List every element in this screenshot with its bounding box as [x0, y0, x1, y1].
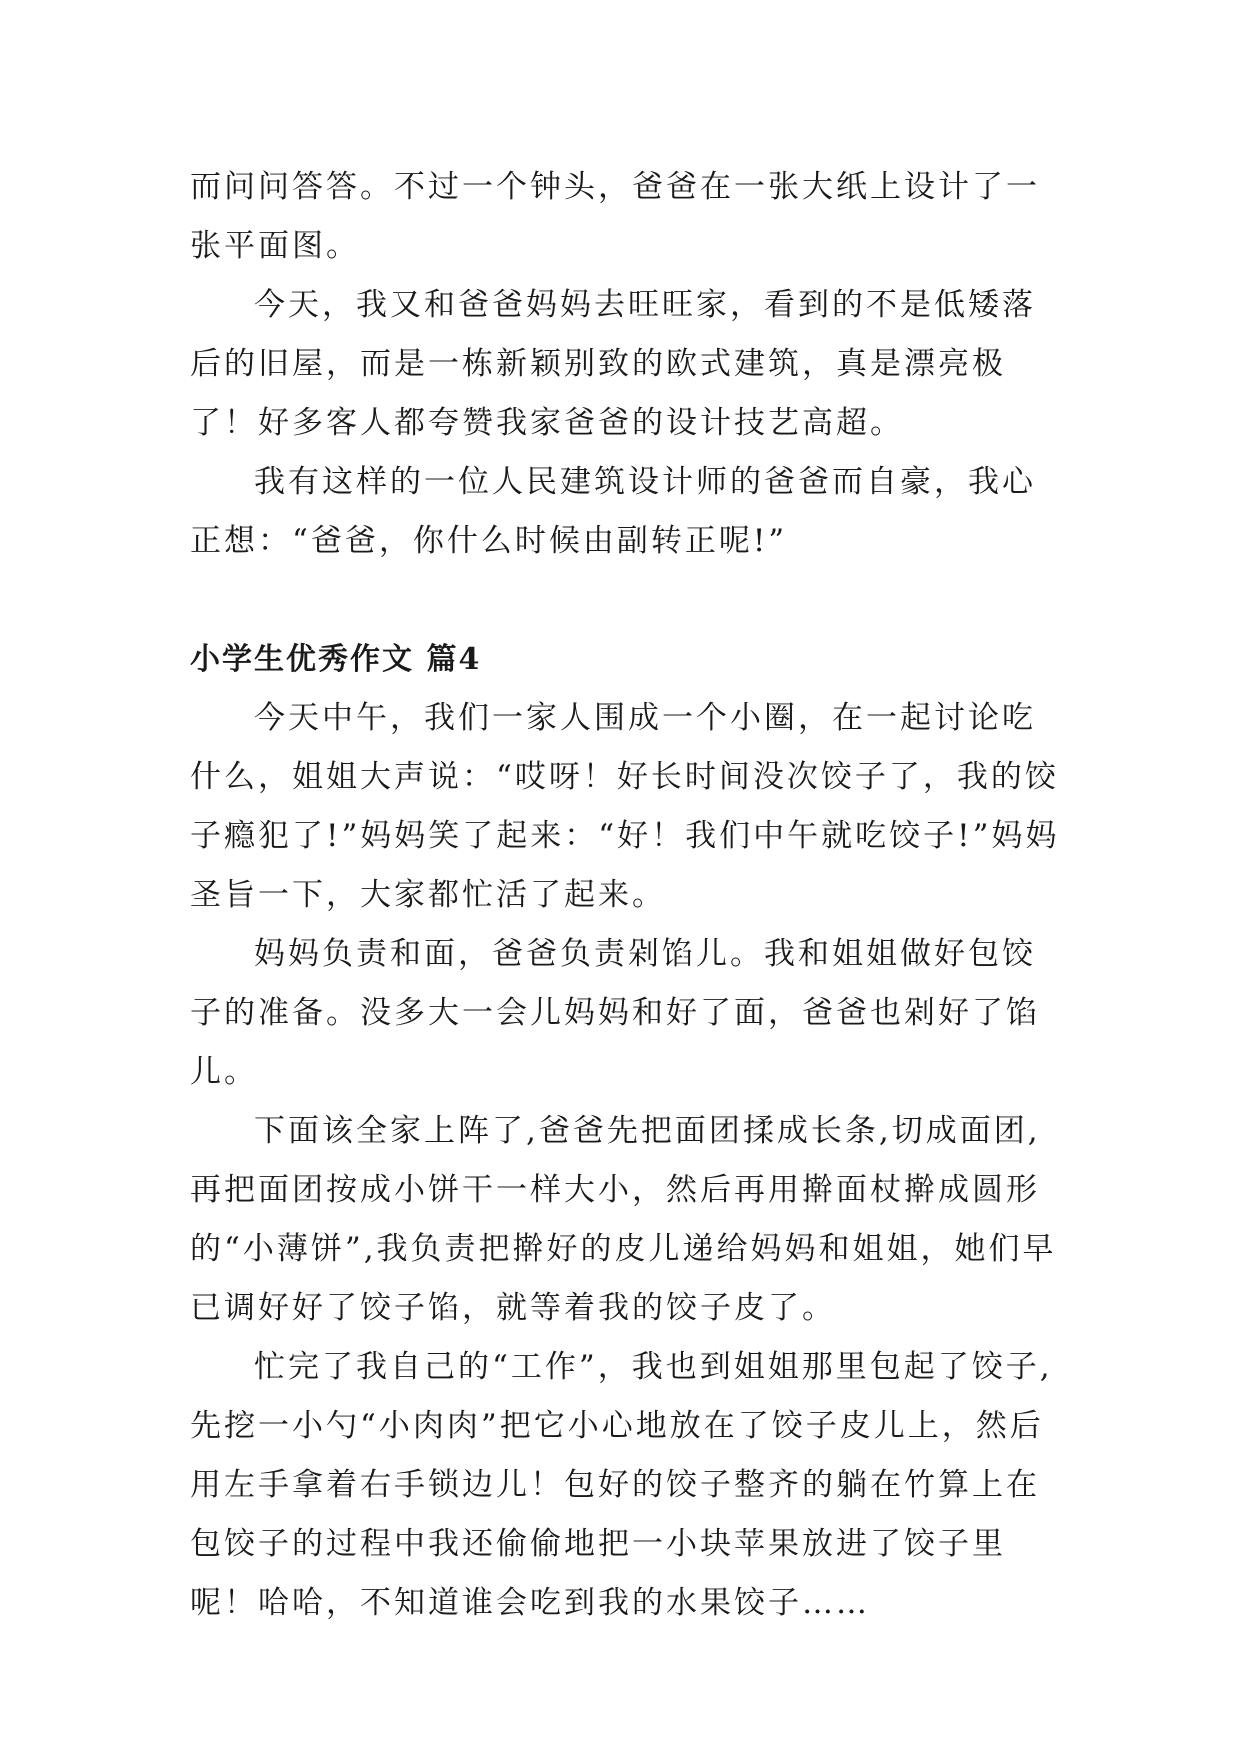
paragraph-5: 妈妈负责和面，爸爸负责剁馅儿。我和姐姐做好包饺子的准备。没多大一会儿妈妈和好了面，爸爸也剁好了馅儿。: [190, 936, 1040, 1090]
paragraph-6: 下面该全家上阵了,爸爸先把面团揉成长条,切成面团,再把面团按成小饼干一样大小，然后再用擀面杖擀成圆形的“小薄饼”,我负责把擀好的皮儿递给妈妈和姐姐，她们早已调好好了饺子馅，就等着我的饺子皮了。: [190, 1113, 1057, 1326]
paragraph-7: 忙完了我自己的“工作”，我也到姐姐那里包起了饺子,先挖一小勺“小肉肉”把它小心地放在了饺子皮儿上，然后用左手拿着右手锁边儿！包好的饺子整齐的躺在竹算上在包饺子的过程中我还偷偷地把一小块苹果放进了饺子里呢！哈哈，不知道谁会吃到我的水果饺子……: [190, 1349, 1053, 1621]
document-body: [190, 158, 1060, 1633]
paragraph-1: 而问问答答。不过一个钟头，爸爸在一张大纸上设计了一张平面图。: [190, 169, 1040, 264]
paragraph-3: 我有这样的一位人民建筑设计师的爸爸而自豪，我心正想：“爸爸，你什么时候由副转正呢!”: [190, 464, 1036, 559]
section-heading: 小学生优秀作文 篇4: [190, 642, 482, 677]
paragraph-4: 今天中午，我们一家人围成一个小圈，在一起讨论吃什么，姐姐大声说：“哎呀！好长时间没次饺子了，我的饺子瘾犯了!”妈妈笑了起来：“好！我们中午就吃饺子!”妈妈圣旨一下，大家都忙活了起来。: [190, 700, 1060, 913]
paragraph-2: 今天，我又和爸爸妈妈去旺旺家，看到的不是低矮落后的旧屋，而是一栋新颖别致的欧式建筑，真是漂亮极了！好多客人都夸赞我家爸爸的设计技艺高超。: [190, 287, 1036, 441]
